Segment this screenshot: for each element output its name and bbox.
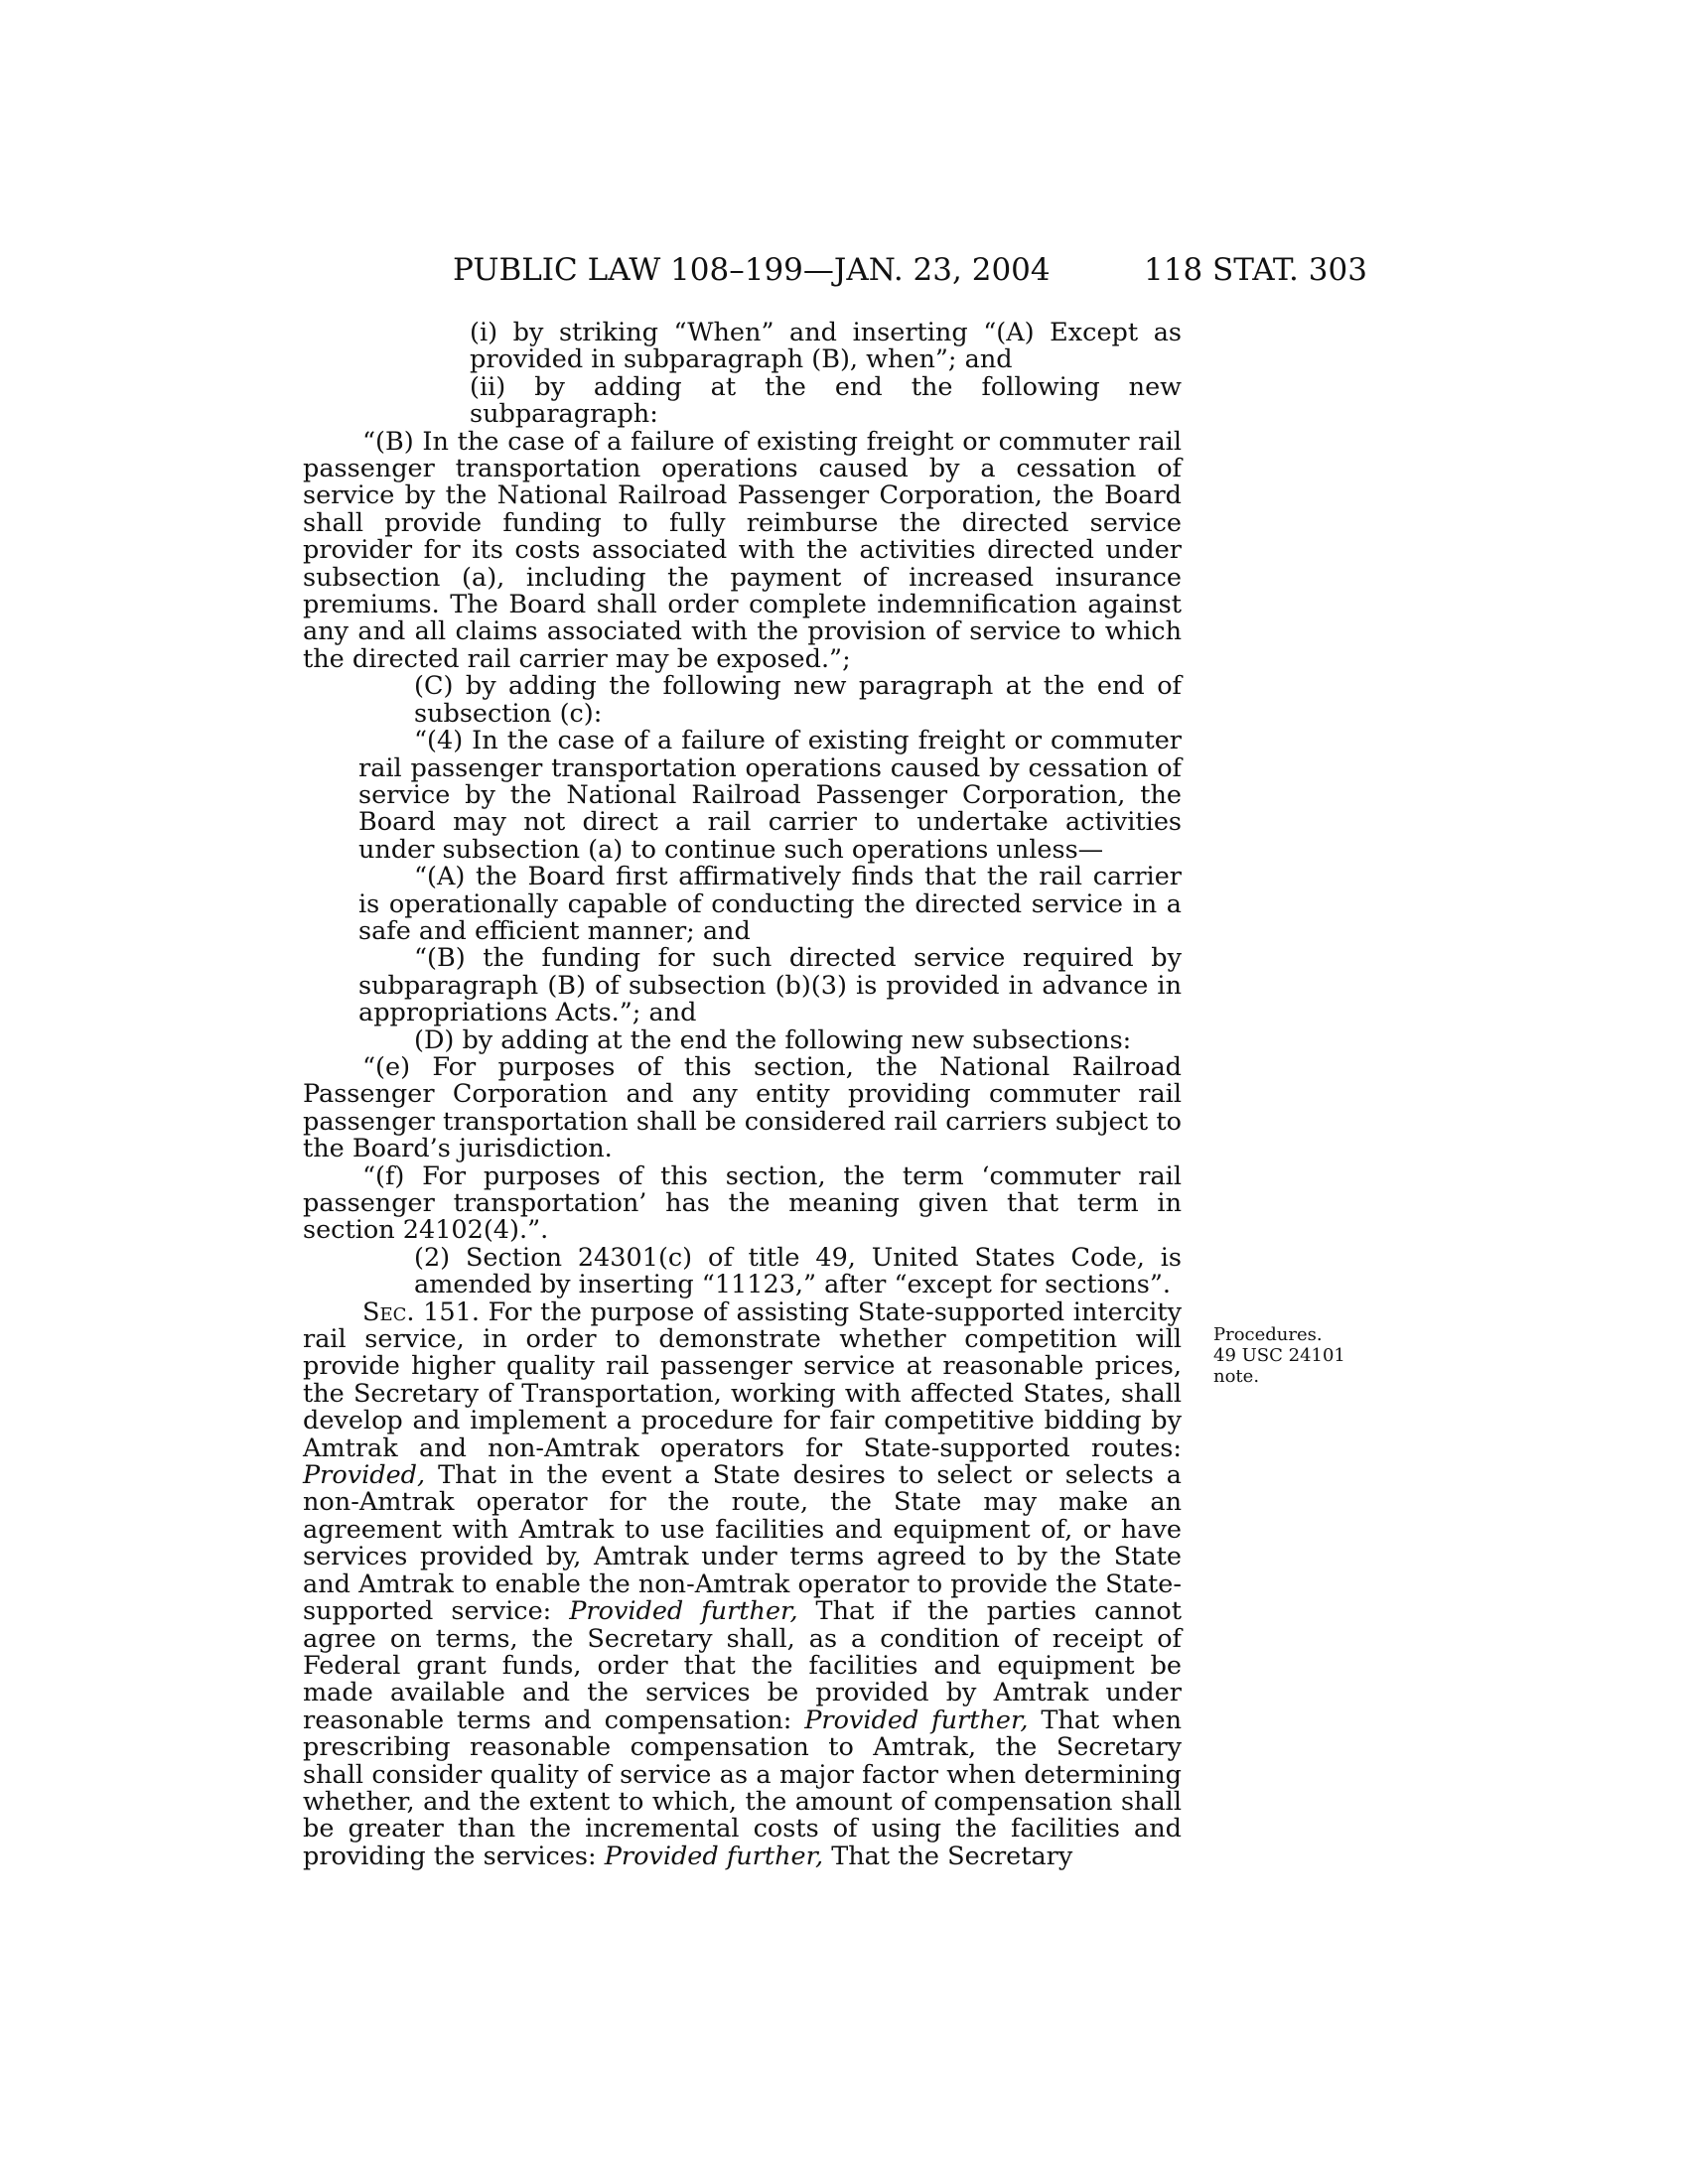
running-header-title: PUBLIC LAW 108–199—JAN. 23, 2004: [453, 252, 1051, 288]
item-a-text: “(A) the Board first affirmatively finds that the rail carrier is operationally capable of conducting the directed service in a safe and efficient manner; and: [358, 862, 1182, 946]
subsection-f-text: “(f) For purposes of this section, the term ‘commuter rail passenger transportation’ has the meaning given that term in section 24102(4).”.: [303, 1160, 1182, 1246]
section-151-text-5: That the Secretary: [823, 1841, 1073, 1871]
proviso-4: Provided further,: [604, 1841, 824, 1871]
section-151-text-4: That when prescribing reasonable compensation to Amtrak, the Secretary shall consider quality of service as a major factor when determining whether, and the extent to which, the amount of compensation shall be greater than the incremental costs of using the facilities and providing the services:: [303, 1705, 1182, 1871]
margin-note-line-1: Procedures.: [1213, 1324, 1323, 1345]
subparagraph-b-text: “(B) In the case of a failure of existing freight or commuter rail passenger transportation operations caused by a cessation of service by the National Railroad Passenger Corporation, the Board shall provide funding to fully reimburse the directed service provider for its costs associated with the activities directed under subsection (a), including the payment of increased insurance premiums. The Board shall order complete indemnification against any and all claims associated with the provision of service to which the directed rail carrier may be exposed.”;: [303, 426, 1182, 674]
margin-note-line-2: 49 USC 24101: [1213, 1345, 1345, 1366]
statute-body: [303, 320, 1182, 1870]
subsection-e-text: “(e) For purposes of this section, the National Railroad Passenger Corporation and any entity providing commuter rail passenger transportation shall be considered rail carriers subject to the Board’s jurisdiction.: [303, 1051, 1182, 1164]
margin-note: [1213, 1324, 1382, 1387]
paragraph-4-text: “(4) In the case of a failure of existing freight or commuter rail passenger transportation operations caused by cessation of service by the National Railroad Passenger Corporation, the Board may not direct a rail carrier to undertake activities under subsection (a) to continue such operations unless—: [358, 726, 1182, 865]
margin-note-line-3: note.: [1213, 1366, 1260, 1387]
proviso-3: Provided further,: [804, 1705, 1029, 1735]
subparagraph-d: (D) by adding at the end the following new subsections:: [414, 1024, 1132, 1055]
paragraph-2-amendment: (2) Section 24301(c) of title 49, United States Code, is amended by inserting “11123,” after “except for sections”.: [414, 1242, 1182, 1300]
clause-i: (i) by striking “When” and inserting “(A) Except as provided in subparagraph (B), when”; and: [470, 318, 1182, 375]
proviso-1: Provided,: [303, 1460, 426, 1491]
section-151-text-1: For the purpose of assisting State-supported intercity rail service, in order to demonstrate whether competition will provide higher quality rail passenger service at reasonable prices, the Secretary of Transportation, working with affected States, shall develop and implement a procedure for fair competitive bidding by Amtrak and non-Amtrak operators for State-supported routes:: [303, 1297, 1182, 1463]
subparagraph-c: (C) by adding the following new paragraph at the end of subsection (c):: [414, 671, 1182, 729]
item-b-text: “(B) the funding for such directed service required by subparagraph (B) of subsection (b)(3) is provided in advance in appropriations Acts.”; and: [358, 943, 1182, 1028]
proviso-2: Provided further,: [569, 1596, 798, 1627]
section-label: Sec. 151.: [362, 1297, 480, 1327]
section-151-text-3: That if the parties cannot agree on terms, the Secretary shall, as a condition of receipt of Federal grant funds, order that the facilities and equipment be made available and the services be provided by Amtrak under reasonable terms and compensation:: [303, 1596, 1182, 1735]
section-151: [303, 1299, 1182, 1871]
page-citation: 118 STAT. 303: [1144, 252, 1367, 288]
clause-ii: (ii) by adding at the end the following new subparagraph:: [470, 371, 1182, 430]
section-151-text-2: That in the event a State desires to select or selects a non-Amtrak operator for the route, the State may make an agreement with Amtrak to use facilities and equipment of, or have services provided by, Amtrak under terms agreed to by the State and Amtrak to enable the non-Amtrak operator to provide the State-supported service:: [303, 1460, 1182, 1627]
